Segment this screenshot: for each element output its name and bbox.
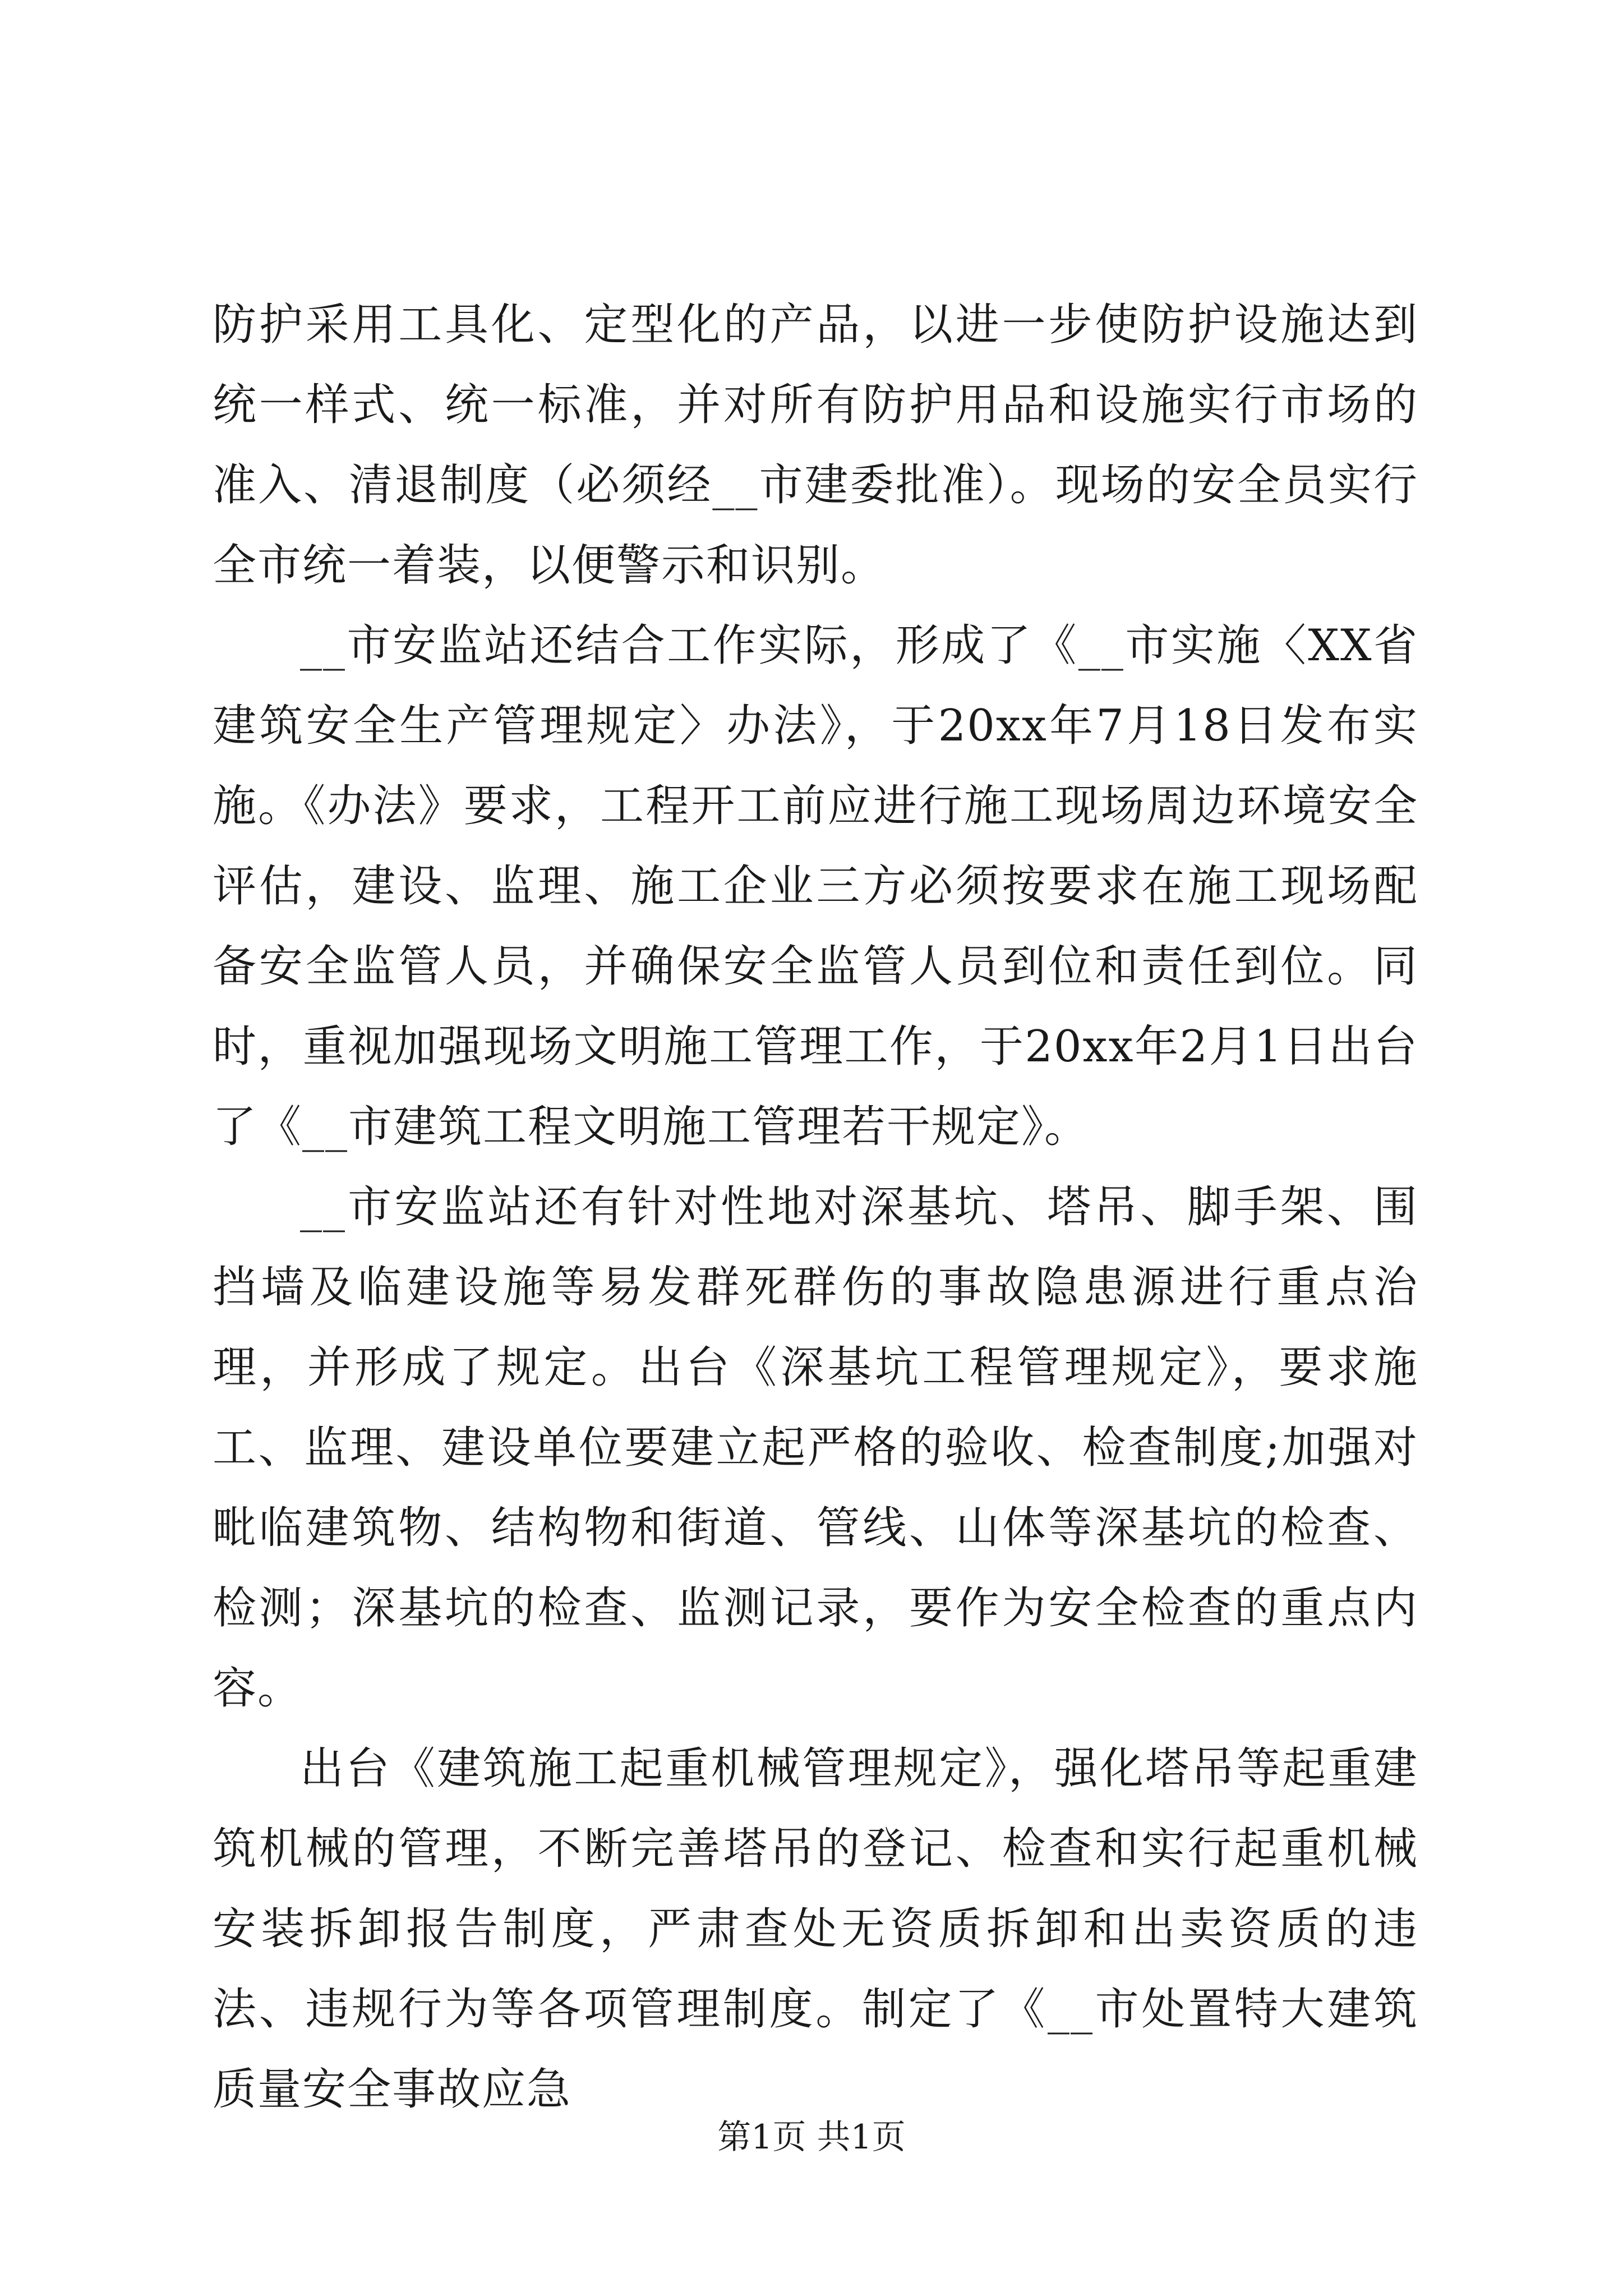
paragraph-measures-regulation: __市安监站还结合工作实际，形成了《__市实施〈XX省建筑安全生产管理规定〉办法》，于20xx年7月18日发布实施。《办法》要求，工程开工前应进行施工现场周边环境安全评估，建设、监理、施工企业三方必须按要求在施工现场配备安全监管人员，并确保安全监管人员到位和责任到位。同时，重视加强现场文明施工管理工作，于20xx年2月1日出台了《__市建筑工程文明施工管理若干规定》。 — [213, 620, 1418, 1152]
paragraph-crane-management: 出台《建筑施工起重机械管理规定》，强化塔吊等起重建筑机械的管理，不断完善塔吊的登记、检查和实行起重机械安装拆卸报告制度，严肃查处无资质拆卸和出卖资质的违法、违规行为等各项管理制度。制定了《__市处置特大建筑质量安全事故应急 — [213, 1743, 1418, 2115]
paragraph-hazard-governance: __市安监站还有针对性地对深基坑、塔吊、脚手架、围挡墙及临建设施等易发群死群伤的事故隐患源进行重点治理，并形成了规定。出台《深基坑工程管理规定》，要求施工、监理、建设单位要建立起严格的验收、检查制度;加强对毗临建筑物、结构物和街道、管线、山体等深基坑的检查、检测；深基坑的检查、监测记录，要作为安全检查的重点内容。 — [213, 1182, 1418, 1714]
document-body — [213, 285, 1418, 2130]
paragraph-continuation: 防护采用工具化、定型化的产品，以进一步使防护设施达到统一样式、统一标准，并对所有防护用品和设施实行市场的准入、清退制度（必须经__市建委批准）。现场的安全员实行全市统一着装，以便警示和识别。 — [213, 300, 1418, 591]
page-footer: 第1页 共1页 — [717, 2118, 906, 2157]
